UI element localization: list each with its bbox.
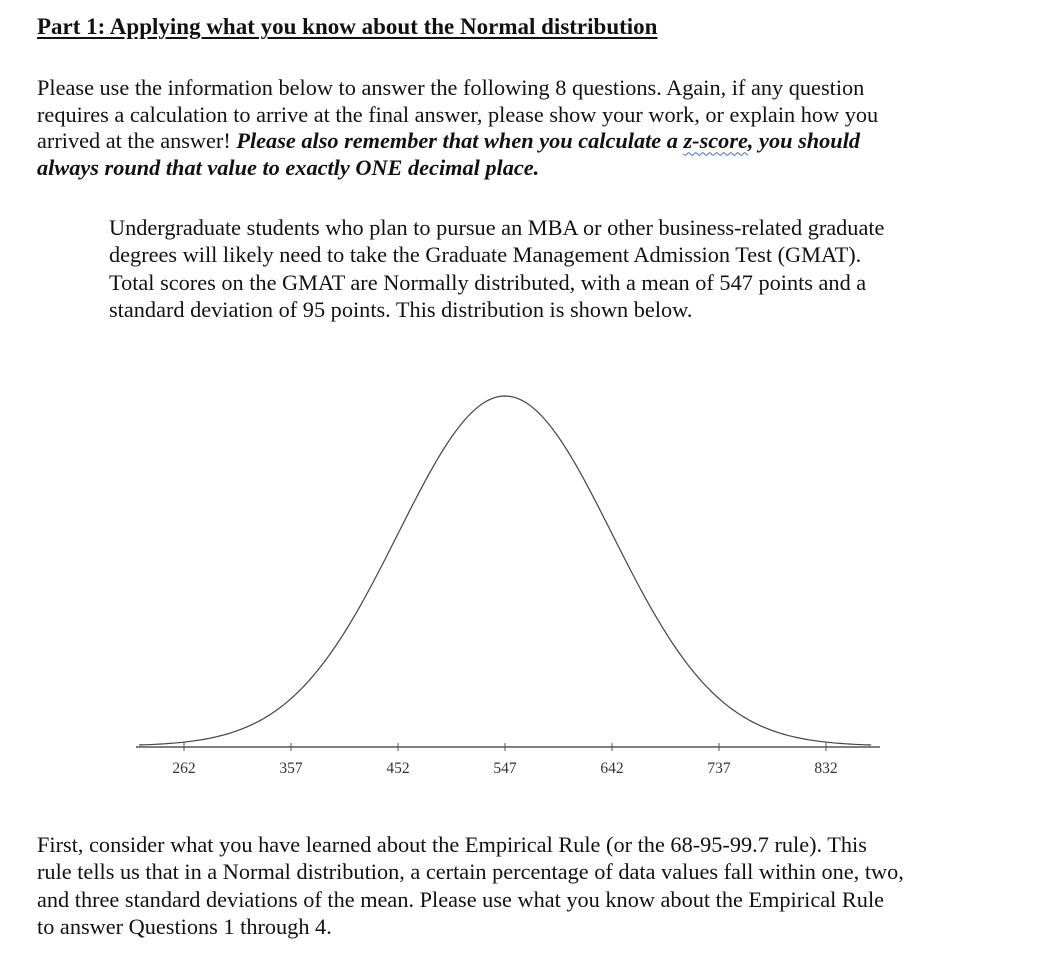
rounding-reminder-a: Please also remember that when you calculate a (236, 128, 684, 154)
rounding-reminder-b: , you should (747, 128, 861, 154)
x-tick-label: 357 (279, 760, 303, 777)
x-tick-label: 452 (386, 760, 410, 777)
scenario-line-3: Total scores on the GMAT are Normally distributed, with a mean of 547 points and a (109, 269, 867, 295)
empirical-line-1: First, consider what you have learned about the Empirical Rule (or the 68-95-99.7 rule). This (37, 832, 867, 857)
instructions-line-1: Please use the information below to answer the following 8 questions. Again, if any question (37, 75, 865, 100)
empirical-rule-paragraph (37, 831, 1017, 940)
scenario-line-1: Undergraduate students who plan to pursue an MBA or other business-related graduate (109, 215, 885, 240)
scenario-line-4: standard deviation of 95 points. This distribution is shown below. (109, 296, 693, 322)
instructions-line-3-plain: arrived at the answer! (37, 128, 237, 154)
instructions-line-3 (37, 128, 997, 155)
gmat-scenario-paragraph (109, 214, 1009, 323)
instructions-paragraph (37, 75, 997, 182)
z-score-term: z-score (683, 128, 748, 154)
rounding-reminder-line: always round that value to exactly ONE decimal place. (37, 155, 540, 181)
instructions-line-2: requires a calculation to arrive at the final answer, please show your work, or explain how you (37, 101, 879, 127)
x-tick-label: 642 (600, 760, 624, 777)
x-tick-label: 737 (707, 760, 731, 777)
empirical-line-4: to answer Questions 1 through 4. (37, 913, 332, 939)
scenario-line-2: degrees will likely need to take the Graduate Management Admission Test (GMAT). (109, 242, 862, 268)
x-tick-label: 262 (172, 760, 196, 777)
empirical-line-3: and three standard deviations of the mean. Please use what you know about the Empirical Rule (37, 886, 885, 912)
section-heading: Part 1: Applying what you know about the Normal distribution (37, 14, 658, 39)
x-tick-label: 547 (493, 760, 517, 777)
x-tick-label: 832 (814, 760, 838, 777)
empirical-line-2: rule tells us that in a Normal distribution, a certain percentage of data values fall within one, two, (37, 859, 904, 885)
normal-curve-line (139, 396, 871, 745)
